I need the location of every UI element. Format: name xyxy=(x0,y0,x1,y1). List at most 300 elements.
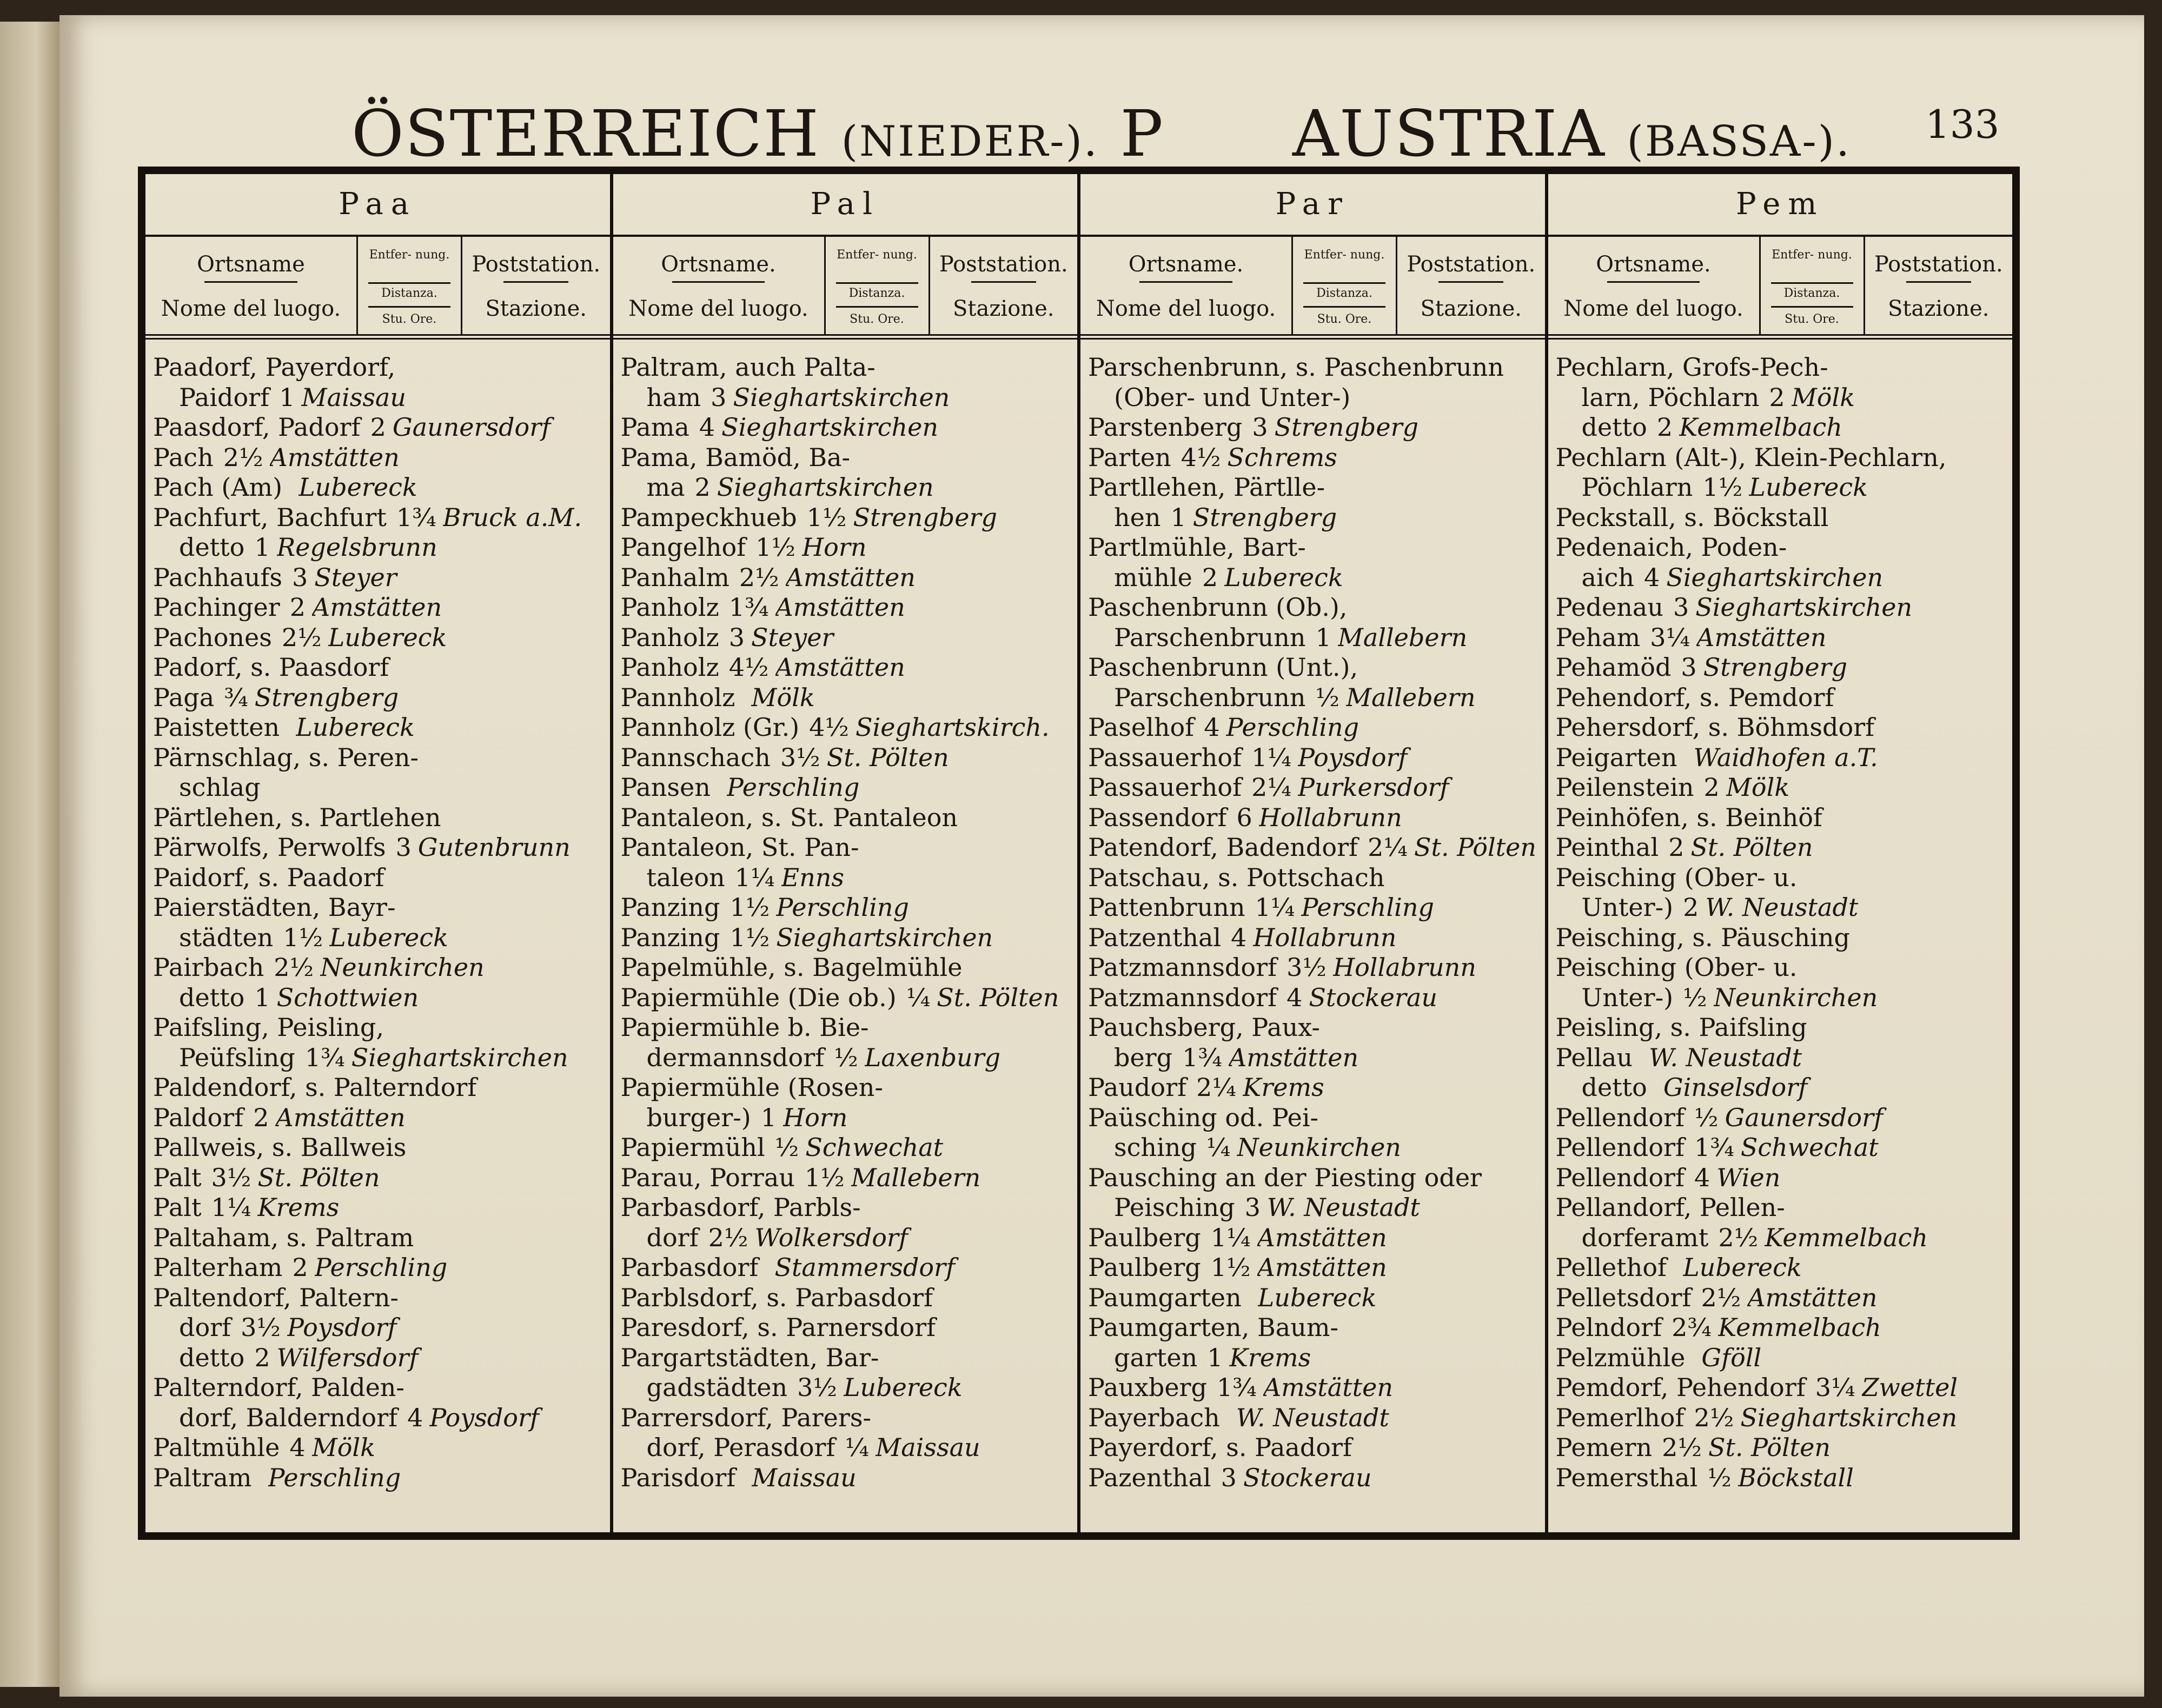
distance: 3½ xyxy=(780,742,820,772)
list-item xyxy=(153,1223,605,1253)
list-item xyxy=(1556,983,2007,1013)
list-item xyxy=(621,713,1072,743)
list-item xyxy=(621,503,1072,533)
list-item xyxy=(621,1013,1072,1043)
post-station: Strengberg xyxy=(1192,502,1337,532)
post-station: Schwechat xyxy=(1740,1133,1879,1162)
post-station: Poysdorf xyxy=(1298,742,1408,772)
label-nome: Nome del luogo. xyxy=(1563,296,1743,321)
distance: 2½ xyxy=(1662,1433,1702,1462)
post-station xyxy=(1374,653,1539,683)
distance: ½ xyxy=(1315,682,1340,712)
post-station: Horn xyxy=(783,1102,848,1132)
post-station xyxy=(952,1313,1072,1343)
distance xyxy=(859,833,876,863)
rule xyxy=(1607,281,1700,283)
post-station: Purkersdorf xyxy=(1298,773,1449,802)
list-item xyxy=(1088,1013,1540,1043)
list-item xyxy=(153,1013,605,1043)
distance xyxy=(1347,593,1363,623)
distance: 3½ xyxy=(797,1373,837,1402)
place-name: detto xyxy=(1581,1073,1647,1102)
post-station xyxy=(1963,443,2007,473)
distance: 4 xyxy=(1694,1162,1710,1192)
place-name: Paudorf xyxy=(1088,1073,1187,1102)
distance xyxy=(1350,383,1367,413)
list-item xyxy=(621,1193,1072,1223)
place-name: detto xyxy=(179,533,245,562)
entries-list xyxy=(1080,353,1545,1532)
list-item xyxy=(153,743,605,773)
post-station: Amstätten xyxy=(785,562,916,592)
distance: 2 xyxy=(1703,773,1720,802)
list-item xyxy=(153,593,605,623)
rule xyxy=(1303,306,1385,308)
column-heading: Pem xyxy=(1548,174,2013,237)
list-item xyxy=(1088,743,1540,773)
list-item xyxy=(1556,1133,2007,1163)
distance: 2 xyxy=(1668,833,1684,862)
post-station: Lubereck xyxy=(329,922,448,952)
list-item xyxy=(621,653,1072,683)
post-station: Strengberg xyxy=(853,502,997,532)
title-right-sub: (BASSA-). xyxy=(1627,117,1851,166)
list-item xyxy=(1556,443,2007,473)
post-station: Steyer xyxy=(314,562,397,592)
distance xyxy=(936,1313,952,1343)
list-item xyxy=(621,443,1072,473)
list-item xyxy=(153,773,605,803)
place-name: Pangelhof xyxy=(620,533,746,562)
list-item xyxy=(1556,1313,2007,1343)
post-station: Poysdorf xyxy=(429,1403,539,1432)
place-name: Peisling, s. Paifsling xyxy=(1555,1013,1807,1042)
post-station xyxy=(412,893,605,923)
distance: 2¾ xyxy=(1672,1313,1712,1342)
post-station xyxy=(277,773,605,803)
rule xyxy=(836,306,918,308)
place-name: Pachones xyxy=(153,622,272,652)
post-station xyxy=(435,743,604,773)
place-name: Paumgarten xyxy=(1088,1282,1242,1312)
distance xyxy=(1874,713,1891,743)
list-item xyxy=(1088,1463,1540,1493)
list-item xyxy=(1556,953,2007,983)
subheader-distance xyxy=(826,237,930,334)
list-item xyxy=(621,1313,1072,1343)
rule xyxy=(1906,281,1971,283)
distance: 1 xyxy=(1170,502,1186,532)
distance: 2½ xyxy=(739,562,779,592)
place-name: Passauerhof xyxy=(1088,773,1242,802)
distance xyxy=(280,713,296,743)
post-station: Amstätten xyxy=(1747,1282,1878,1312)
list-item xyxy=(1088,833,1540,863)
distance xyxy=(861,1193,877,1223)
list-item xyxy=(1556,1073,2007,1103)
distance: 1 xyxy=(760,1102,777,1132)
column-paa xyxy=(145,174,613,1532)
post-station: Amstätten xyxy=(1696,622,1827,652)
post-station: Hollabrunn xyxy=(1253,922,1397,952)
place-name: Pachhaufs xyxy=(153,562,283,592)
list-item xyxy=(1088,593,1540,623)
post-station: Horn xyxy=(802,533,867,562)
list-item xyxy=(153,383,605,413)
place-name: Pellethof xyxy=(1555,1253,1667,1282)
list-item xyxy=(1088,1223,1540,1253)
place-name: dorferamt xyxy=(1581,1222,1709,1252)
subheader-name xyxy=(613,237,826,334)
list-item xyxy=(1556,1403,2007,1433)
list-item xyxy=(1088,1103,1540,1133)
post-station: Lubereck xyxy=(328,622,447,652)
rule xyxy=(1139,281,1232,283)
distance xyxy=(252,1463,268,1493)
place-name: Paasdorf, Padorf xyxy=(153,413,361,442)
distance: 4 xyxy=(1204,713,1220,742)
list-item xyxy=(1556,683,2007,713)
list-item xyxy=(1088,623,1540,653)
distance xyxy=(958,803,974,833)
distance xyxy=(414,1223,430,1253)
column-pal xyxy=(613,174,1081,1532)
post-station xyxy=(1322,533,1540,563)
place-name: Peckstall, s. Böckstall xyxy=(1555,502,1829,532)
distance xyxy=(1850,923,1866,953)
distance: ¼ xyxy=(1206,1133,1231,1162)
page-header xyxy=(59,80,2144,177)
list-item xyxy=(621,1073,1072,1103)
place-name: dorf xyxy=(179,1313,231,1342)
place-name: Parbasdorf, Parbls- xyxy=(620,1193,861,1222)
list-item xyxy=(621,353,1072,383)
list-item xyxy=(1556,653,2007,683)
post-station xyxy=(1368,1433,1539,1463)
list-item xyxy=(621,923,1072,953)
list-item xyxy=(153,1253,605,1283)
distance: 1¼ xyxy=(1210,1222,1251,1252)
distance xyxy=(1306,533,1322,563)
label-stunden: Stu. Ore. xyxy=(382,313,437,326)
distance: 1¾ xyxy=(1216,1373,1257,1402)
place-name: dorf, Balderndorf xyxy=(179,1403,398,1432)
post-station: Sieghartskirchen xyxy=(1740,1403,1958,1432)
post-station: Amstätten xyxy=(1263,1373,1394,1402)
place-name: Palterndorf, Palden- xyxy=(153,1373,404,1402)
distance xyxy=(1807,1013,1823,1043)
post-station: Perschling xyxy=(776,893,909,922)
place-name: Pantaleon, St. Pan- xyxy=(620,833,859,862)
distance: 1½ xyxy=(806,502,847,532)
post-station xyxy=(1341,473,1539,503)
post-station xyxy=(400,1013,605,1043)
distance: 2¼ xyxy=(1251,773,1291,802)
distance: 2 xyxy=(1656,413,1673,442)
place-name: Parschenbrunn xyxy=(1114,622,1306,652)
post-station xyxy=(1813,863,2007,893)
distance xyxy=(1785,1193,1801,1223)
list-item xyxy=(153,683,605,713)
list-item xyxy=(621,773,1072,803)
post-station xyxy=(1520,353,1539,383)
list-item xyxy=(153,833,605,863)
post-station xyxy=(1813,953,2007,983)
distance: 2½ xyxy=(223,442,263,472)
place-name: Palt xyxy=(153,1162,202,1192)
place-name: Pannholz (Gr.) xyxy=(620,713,800,742)
place-name: Pöchlarn xyxy=(1581,473,1693,502)
post-station: Amstätten xyxy=(1257,1222,1387,1252)
list-item xyxy=(1088,563,1540,593)
list-item xyxy=(153,413,605,443)
list-item xyxy=(1088,383,1540,413)
list-item xyxy=(153,1373,605,1403)
post-station: Schrems xyxy=(1227,442,1337,472)
list-item xyxy=(153,863,605,893)
distance: 2¼ xyxy=(1368,833,1408,862)
label-stazione: Stazione. xyxy=(953,296,1055,321)
place-name: Pelndorf xyxy=(1555,1313,1662,1342)
list-item xyxy=(1088,443,1540,473)
distance xyxy=(384,1013,400,1043)
list-item xyxy=(1088,773,1540,803)
place-name: Peilenstein xyxy=(1555,773,1694,802)
place-name: Papiermühle b. Bie- xyxy=(620,1013,869,1042)
label-distanza: Distanza. xyxy=(848,287,905,300)
place-name: Pedenaich, Poden- xyxy=(1555,533,1787,562)
place-name: Pehamöd xyxy=(1555,653,1672,682)
post-station: W. Neustadt xyxy=(1266,1193,1420,1222)
distance: ½ xyxy=(1694,1102,1719,1132)
place-name: Peinhöfen, s. Beinhöf xyxy=(1555,802,1822,832)
place-name: hen xyxy=(1114,502,1161,532)
place-name: Parten xyxy=(1088,442,1171,472)
column-pem xyxy=(1548,174,2013,1532)
list-item xyxy=(153,443,605,473)
place-name: ma xyxy=(646,473,685,502)
list-item xyxy=(1556,1103,2007,1133)
post-station: Mölk xyxy=(1791,382,1855,412)
place-name: schlag xyxy=(179,773,261,802)
list-item xyxy=(1088,893,1540,923)
place-name: Payerdorf, s. Paadorf xyxy=(1088,1433,1352,1462)
post-station xyxy=(1401,863,1540,893)
place-name: detto xyxy=(1581,413,1647,442)
label-poststation: Poststation. xyxy=(1874,252,2003,277)
list-item xyxy=(621,1433,1072,1463)
post-station xyxy=(877,1193,1072,1223)
post-station xyxy=(1845,353,2007,383)
label-nome: Nome del luogo. xyxy=(161,296,341,321)
place-name: Parau, Porrau xyxy=(620,1162,795,1192)
distance: 2¼ xyxy=(1196,1073,1236,1102)
distance: 1 xyxy=(279,382,295,412)
place-name: burger-) xyxy=(646,1102,751,1132)
post-station: Gföll xyxy=(1701,1343,1762,1372)
distance xyxy=(1504,353,1520,383)
title-right xyxy=(1292,96,1851,171)
distance: 1½ xyxy=(1210,1253,1251,1282)
post-station: Sieghartskirchen xyxy=(733,382,950,412)
post-station: Amstätten xyxy=(775,593,905,622)
distance: 2½ xyxy=(1701,1282,1741,1312)
distance xyxy=(869,1013,885,1043)
post-station: Mallebern xyxy=(1337,622,1468,652)
distance xyxy=(419,743,435,773)
post-station: Strengberg xyxy=(254,682,399,712)
post-station: Perschling xyxy=(1226,713,1359,742)
place-name: Papiermühle (Rosen- xyxy=(620,1073,883,1102)
label-stunden: Stu. Ore. xyxy=(1785,313,1839,326)
post-station xyxy=(401,863,605,893)
distance: 2½ xyxy=(1718,1222,1759,1252)
post-station xyxy=(457,803,604,833)
place-name: Pattenbrunn xyxy=(1088,893,1245,922)
distance: 1¼ xyxy=(1255,893,1295,922)
distance: 1¼ xyxy=(211,1193,251,1222)
distance: 3 xyxy=(1252,413,1268,442)
post-station: W. Neustadt xyxy=(1705,893,1859,922)
list-item xyxy=(621,413,1072,443)
list-item xyxy=(1556,1373,2007,1403)
distance xyxy=(876,353,892,383)
list-item xyxy=(1088,1163,1540,1193)
distance: ½ xyxy=(1707,1463,1732,1492)
distance: 1¼ xyxy=(734,862,775,892)
post-station: Krems xyxy=(1229,1343,1311,1372)
place-name: Patschau, s. Pottschach xyxy=(1088,862,1385,892)
post-station: Sieghartskirchen xyxy=(351,1042,568,1072)
column-heading: Paa xyxy=(145,174,610,237)
distance xyxy=(1482,1163,1498,1193)
post-station: Neunkirchen xyxy=(1713,982,1878,1012)
place-name: Palt xyxy=(153,1193,202,1222)
list-item xyxy=(153,1133,605,1163)
rule xyxy=(204,281,297,283)
place-name: dorf xyxy=(646,1222,699,1252)
place-name: larn, Pöchlarn xyxy=(1581,382,1760,412)
list-item xyxy=(1556,773,2007,803)
place-name: Pach (Am) xyxy=(153,473,283,502)
distance: 2 xyxy=(253,1102,269,1132)
distance xyxy=(1325,473,1341,503)
list-item xyxy=(621,683,1072,713)
list-item xyxy=(621,1133,1072,1163)
distance: 3 xyxy=(1244,1193,1261,1222)
distance: 6 xyxy=(1236,802,1252,832)
post-station xyxy=(412,353,604,383)
distance: 4 xyxy=(1231,922,1247,952)
list-item xyxy=(1088,1313,1540,1343)
distance: 1 xyxy=(254,982,270,1012)
title-left-sub: (NIEDER-). xyxy=(841,117,1099,166)
list-item xyxy=(1556,893,2007,923)
list-item xyxy=(1556,593,2007,623)
list-item xyxy=(1556,1283,2007,1313)
subheader-name xyxy=(1548,237,1761,334)
distance: 4½ xyxy=(728,653,769,682)
distance: 3 xyxy=(1673,593,1689,622)
label-entfernung: Entfer- nung. xyxy=(1304,248,1385,262)
place-name: Pelletsdorf xyxy=(1555,1282,1692,1312)
distance xyxy=(406,1133,422,1163)
label-distanza: Distanza. xyxy=(381,287,437,300)
subheader-post xyxy=(1397,237,1545,334)
list-item xyxy=(153,623,605,653)
post-station xyxy=(405,653,604,683)
place-name: Paselhof xyxy=(1088,713,1195,742)
subheader-name xyxy=(1080,237,1293,334)
place-name: Paidorf xyxy=(179,382,270,412)
place-name: gadstädten xyxy=(646,1373,788,1402)
place-name: Peisching, s. Päusching xyxy=(1555,922,1850,952)
place-name: Pehersdorf, s. Böhmsdorf xyxy=(1555,713,1875,742)
place-name: Pausching an der Piesting oder xyxy=(1088,1162,1482,1192)
place-name: Patendorf, Badendorf xyxy=(1088,833,1358,862)
place-name: Panholz xyxy=(620,593,719,622)
list-item xyxy=(153,1343,605,1373)
list-item xyxy=(1556,863,2007,893)
distance: 2½ xyxy=(1694,1403,1734,1432)
list-item xyxy=(153,1313,605,1343)
distance xyxy=(1358,653,1374,683)
place-name: Paschenbrunn (Ob.), xyxy=(1088,593,1348,622)
rule xyxy=(368,306,450,308)
list-item xyxy=(153,563,605,593)
list-item xyxy=(153,923,605,953)
rule xyxy=(1438,281,1503,283)
post-station xyxy=(974,803,1072,833)
list-item xyxy=(1088,533,1540,563)
place-name: Pelzmühle xyxy=(1555,1343,1686,1372)
post-station xyxy=(1823,1013,2007,1043)
distance xyxy=(1685,1343,1701,1373)
distance: 3½ xyxy=(211,1162,251,1192)
place-name: Padorf, s. Paasdorf xyxy=(153,653,389,682)
distance: 3¼ xyxy=(1815,1373,1855,1402)
place-name: Unter-) xyxy=(1581,982,1674,1012)
distance: 1¾ xyxy=(728,593,769,622)
post-station xyxy=(1866,923,2007,953)
place-name: Paierstädten, Bayr- xyxy=(153,893,396,922)
post-station: Strengberg xyxy=(1274,413,1419,442)
place-name: Pärwolfs, Perwolfs xyxy=(153,833,386,862)
distance: ¾ xyxy=(224,682,248,712)
post-station: Kemmelbach xyxy=(1679,413,1842,442)
gazetteer-table xyxy=(138,167,2020,1540)
distance xyxy=(1352,1433,1368,1463)
distance: 3½ xyxy=(1286,953,1327,982)
post-station xyxy=(415,1283,604,1313)
list-item xyxy=(153,503,605,533)
label-entfernung: Entfer- nung. xyxy=(1772,248,1852,262)
post-station: Strengberg xyxy=(1703,653,1848,682)
list-item xyxy=(153,1403,605,1433)
post-station xyxy=(1367,383,1539,413)
list-item xyxy=(621,1103,1072,1133)
place-name: mühle xyxy=(1114,562,1192,592)
post-station: Lubereck xyxy=(1749,473,1868,502)
distance xyxy=(850,443,866,473)
page-number: 133 xyxy=(1925,102,2000,147)
list-item xyxy=(621,803,1072,833)
distance: 3½ xyxy=(241,1313,281,1342)
rule xyxy=(503,281,568,283)
list-item xyxy=(153,803,605,833)
distance: 4 xyxy=(407,1403,423,1432)
place-name: Partllehen, Pärtlle- xyxy=(1088,473,1325,502)
